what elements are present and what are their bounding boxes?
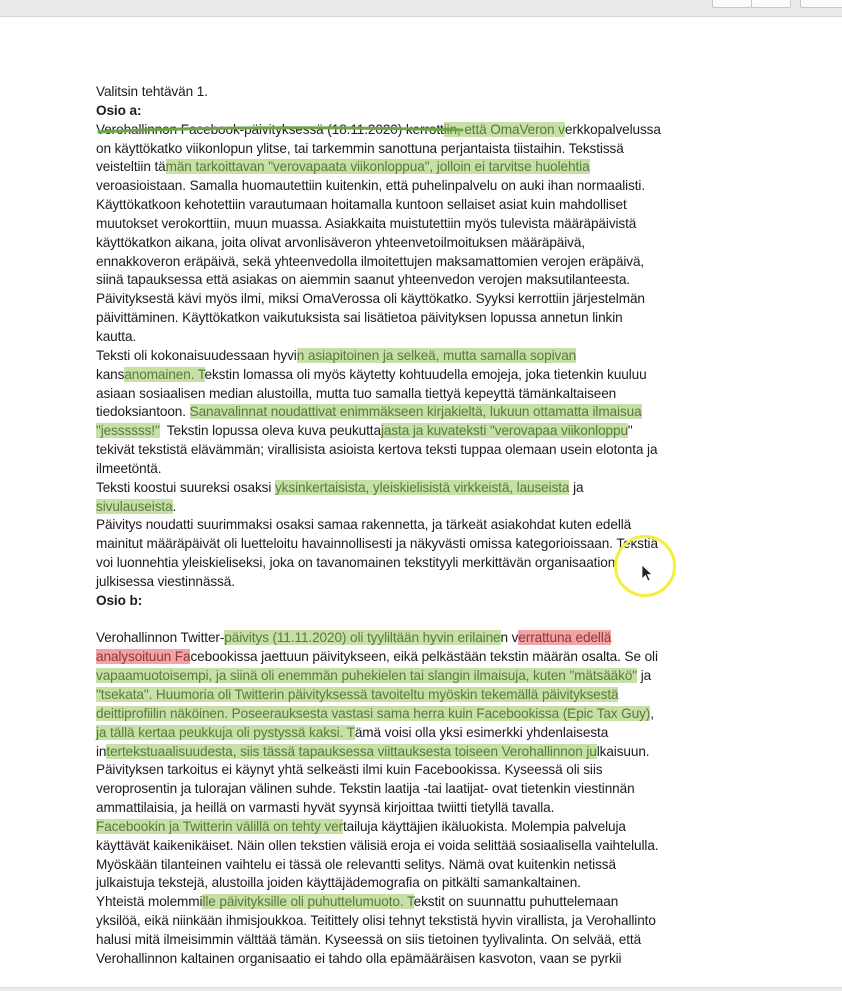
mouse-pointer-icon bbox=[640, 564, 654, 584]
text-segment: Verohallinnon Facebook-päivityksessä (18.11.2020) kerrott bbox=[96, 121, 444, 137]
text-line bbox=[96, 498, 756, 517]
text-segment: mainitut määräpäivät oli luetteloitu havainnollisesti ja näkyvästi omissa kategorioissaan. Tekstiä bbox=[96, 536, 658, 552]
text-segment: Tekstin lopussa oleva kuva peukutta bbox=[159, 423, 381, 439]
text-line bbox=[96, 328, 756, 347]
text-segment: ekstin lomassa oli myös käytetty kohtuudella emojeja, joka tietenkin kuuluu bbox=[204, 366, 647, 382]
highlight-red: errattuna edellä bbox=[518, 630, 612, 646]
top-toolbar bbox=[0, 0, 842, 17]
highlight-green: tertekstuaalisuudesta, siis tässä tapauksessa viittauksesta toiseen Verohallinnon ju bbox=[106, 743, 597, 759]
text-segment: veroprosentin ja tulorajan välinen suhde. Tekstin laatija -tai laatijat- ovat tietenkin viestinnän bbox=[96, 781, 635, 797]
text-segment: yksilöä, eikä niinkään ihmisjoukkoa. Teitittely olisi tehnyt tekstistä hyvin virallista, ja Verohallinto bbox=[96, 913, 656, 929]
text-segment: muutokset verokorttiin, muun muassa. Asiakkaita muistutettiin myös tulevista määräpäivistä bbox=[96, 215, 637, 231]
text-line bbox=[96, 422, 756, 441]
highlight-red: analysoituun Fa bbox=[96, 649, 191, 665]
highlight-green: ja tällä kertaa peukkuja oli pystyssä kaksi. T bbox=[96, 724, 355, 740]
text-segment: käyttävät kaikenikäiset. Näin ollen tekstien välisiä eroja ei voida selittää sosiaalisella vaihtelulla. bbox=[96, 837, 659, 853]
text-segment: Päivitys noudatti suurimmaksi osaksi samaa rakennetta, ja tärkeät asiakohdat kuten edellä bbox=[96, 517, 632, 533]
toolbar-button-3[interactable] bbox=[800, 0, 842, 8]
highlight-green: sivulauseista bbox=[96, 498, 173, 514]
text-line bbox=[96, 177, 756, 196]
text-line bbox=[96, 309, 756, 328]
highlight-green: n asiapitoinen ja selkeä, mutta samalla sopivan bbox=[296, 347, 577, 363]
text-segment: in bbox=[96, 743, 107, 759]
highlight-green: Sanavalinnat noudattivat enimmäkseen kirjakieltä, lukuun ottamatta ilmaisua bbox=[189, 404, 642, 420]
highlight-green: iin, että OmaVeron v bbox=[443, 121, 565, 137]
text-line bbox=[96, 912, 756, 931]
text-segment: Myöskään tilanteinen vaihtelu ei tässä ole relevantti selitys. Nämä ovat kuitenkin netissä bbox=[96, 856, 616, 872]
text-line bbox=[96, 158, 756, 177]
text-line bbox=[96, 441, 756, 460]
text-segment: siinä tapauksessa että asiakas on aiemmin saanut yhteenvedon verojen maksutilanteesta. bbox=[96, 272, 630, 288]
text-segment: ilmeetöntä. bbox=[96, 460, 162, 476]
text-line bbox=[96, 347, 756, 366]
text-segment: cebookissa jaettuun päivitykseen, eikä pelkästään tekstin määrän osalta. Se oli bbox=[190, 649, 658, 665]
text-segment: julkaistuja tekstejä, alustoilla joiden käyttäjädemografia on pitkälti samankaltainen. bbox=[96, 875, 581, 891]
document-body[interactable] bbox=[96, 83, 756, 969]
blank-line bbox=[96, 611, 756, 630]
text-segment: on käyttökatko viikonlopun ylitse, tai tarkemmin sanottuna perjantaista tiistaihin. Tekstissä bbox=[96, 140, 624, 156]
text-segment: päivittäminen. Käyttökatkon vaikutuksista sai lisätietoa päivityksen lopussa annetun linkin bbox=[96, 310, 623, 326]
text-segment: Yhteistä molemmi bbox=[96, 894, 203, 910]
text-segment: ja bbox=[637, 668, 652, 684]
text-line bbox=[96, 629, 756, 648]
text-line bbox=[96, 667, 756, 686]
text-segment: Verohallinnon Twitter- bbox=[96, 630, 225, 646]
text-line bbox=[96, 743, 756, 762]
bottom-bar bbox=[0, 987, 842, 991]
text-line bbox=[96, 893, 756, 912]
intro-line: Valitsin tehtävän 1. bbox=[96, 84, 208, 99]
text-segment: tiedoksiantoon. bbox=[96, 404, 190, 420]
highlight-green: yksinkertaisista, yleiskielisistä virkkeistä, lauseista bbox=[274, 479, 570, 495]
text-line bbox=[96, 140, 756, 159]
text-line bbox=[96, 761, 756, 780]
text-segment: asiaan sosiaalisen median alustoilla, mutta tuo samalla tiettyä kepeyttä tämänkaltaiseen bbox=[96, 385, 617, 401]
text-segment: Käyttökatkoon kehotettiin varautumaan hoitamalla kuntoon sellaiset asiat kuin mahdolliset bbox=[96, 197, 627, 213]
section-b-heading: Osio b: bbox=[96, 592, 143, 608]
text-line bbox=[96, 705, 756, 724]
text-segment: veisteltiin tä bbox=[96, 159, 166, 175]
text-segment: ekstit on suunnattu puhuttelemaan bbox=[413, 894, 619, 910]
text-line bbox=[96, 121, 756, 140]
highlight-green: män tarkoittavan "verovapaata viikonloppua", jolloin ei tarvitse huolehtia bbox=[165, 159, 590, 175]
text-segment: kans bbox=[96, 366, 125, 382]
text-line bbox=[96, 780, 756, 799]
text-line bbox=[96, 234, 756, 253]
text-segment: Teksti oli kokonaisuudessaan hyvi bbox=[96, 347, 297, 363]
text-line bbox=[96, 724, 756, 743]
text-segment: halusi mitä ilmeisimmin välttää tämän. Kyseessä on siis tietoinen tyylivalinta. On selvää, että bbox=[96, 931, 642, 947]
text-segment: tailuja käyttäjien ikäluokista. Molempia palveluja bbox=[342, 818, 626, 834]
highlight-green: "jessssss!" bbox=[96, 423, 160, 439]
highlight-green: vapaamuotoisempi, ja siinä oli enemmän puhekielen tai slangin ilmaisuja, kuten "mätsääkö" bbox=[96, 668, 638, 684]
text-segment: Teksti koostui suureksi osaksi bbox=[96, 479, 275, 495]
text-line bbox=[96, 215, 756, 234]
text-line bbox=[96, 460, 756, 479]
text-line bbox=[96, 516, 756, 535]
text-segment: ja bbox=[569, 479, 584, 495]
text-segment: ennakkoveron eräpäivä, sekä yhteenvedolla ilmoitettujen maksamattomien verojen eräpäivä, bbox=[96, 253, 645, 269]
highlight-green: päivitys (11.11.2020) oli tyyliltään hyvin erilaine bbox=[224, 630, 501, 646]
highlight-green: Facebookin ja Twitterin välillä on tehty ver bbox=[96, 818, 343, 834]
text-line bbox=[96, 799, 756, 818]
text-line bbox=[96, 290, 756, 309]
toolbar-button-1[interactable] bbox=[712, 0, 752, 8]
text-segment: lkaisuun. bbox=[596, 743, 650, 759]
text-segment: . bbox=[172, 498, 177, 514]
text-line bbox=[96, 479, 756, 498]
text-segment: , bbox=[650, 705, 654, 721]
text-segment: kautta. bbox=[96, 328, 137, 344]
text-segment: erkkopalvelussa bbox=[564, 121, 661, 137]
text-line bbox=[96, 366, 756, 385]
text-line bbox=[96, 271, 756, 290]
highlight-green: deittiprofiilin näköinen. Poseerauksesta vastasi sama herra kuin Facebookissa (Epic Tax Guy) bbox=[96, 705, 651, 721]
text-segment: veroasioistaan. Samalla huomautettiin kuitenkin, että puhelinpalvelu on auki ihan normaalisti. bbox=[96, 178, 646, 194]
text-line bbox=[96, 385, 756, 404]
text-segment: tekivät tekstistä elävämmän; virallisista asioista kertova teksti tuppaa olemaan usein elotonta ja bbox=[96, 442, 658, 458]
text-line bbox=[96, 686, 756, 705]
text-line bbox=[96, 253, 756, 272]
text-segment: voi luonnehtia yleiskieliseksi, joka on tavanomainen tekstityyli merkittävän organisaation bbox=[96, 555, 616, 571]
text-line bbox=[96, 931, 756, 950]
text-line bbox=[96, 950, 756, 969]
text-line bbox=[96, 874, 756, 893]
text-segment: ammattilaisia, ja heillä on varmasti hyvät syynsä kirjoittaa twiitti tietyllä tavalla. bbox=[96, 800, 555, 816]
text-line bbox=[96, 403, 756, 422]
text-line bbox=[96, 196, 756, 215]
text-line bbox=[96, 818, 756, 837]
text-segment: käyttökatkon aikana, joita olivat arvonlisäveron yhteenvetoilmoituksen määräpäivä, bbox=[96, 234, 586, 250]
text-segment: n v bbox=[500, 630, 519, 646]
section-a-text bbox=[96, 121, 756, 592]
section-b-text bbox=[96, 629, 756, 968]
text-segment: " bbox=[627, 423, 633, 439]
highlight-green: anomainen. T bbox=[124, 366, 205, 382]
text-segment: Päivityksestä kävi myös ilmi, miksi OmaVerossa oli käyttökatko. Syyksi kerrottiin järjestelmän bbox=[96, 291, 645, 307]
highlight-green: "tsekata". Huumoria oli Twitterin päivityksessä tavoiteltu myöskin tekemällä päivityksestä bbox=[96, 687, 619, 702]
text-line bbox=[96, 837, 756, 856]
toolbar-button-2[interactable] bbox=[751, 0, 791, 8]
highlight-green: jasta ja kuvateksti "verovapaa viikonloppu bbox=[380, 423, 628, 439]
text-segment: Verohallinnon kaltainen organisaatio ei tahdo olla epämääräisen kasvoton, vaan se pyrkii bbox=[96, 950, 622, 966]
highlight-green: lle päivityksille oli puhuttelumuoto. T bbox=[202, 894, 414, 910]
text-segment: ämä voisi olla yksi esimerkki yhdenlaisesta bbox=[354, 724, 609, 740]
text-line bbox=[96, 648, 756, 667]
text-line bbox=[96, 856, 756, 875]
text-segment: Päivityksen tarkoitus ei käynyt yhtä selkeästi ilmi kuin Facebookissa. Kyseessä oli siis bbox=[96, 762, 603, 778]
text-segment: julkisessa viestinnässä. bbox=[96, 573, 235, 589]
section-a-heading: Osio a: bbox=[96, 102, 142, 118]
